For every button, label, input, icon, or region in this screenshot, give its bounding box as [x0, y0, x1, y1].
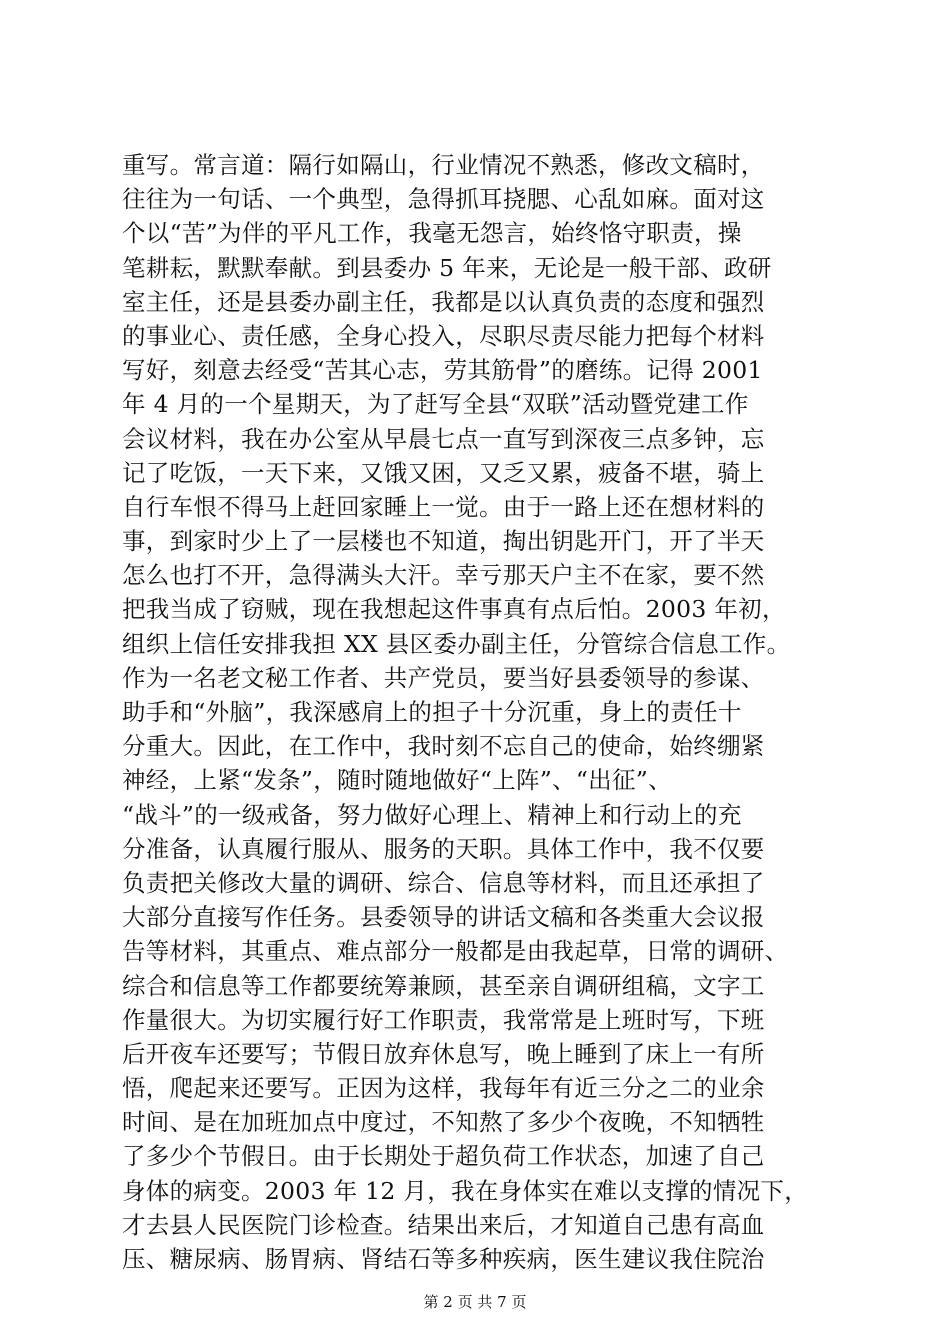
text-line: 事，到家时少上了一层楼也不知道，掏出钥匙开门，开了半天	[122, 527, 765, 556]
text-line: 重写。常言道：隔行如隔山，行业情况不熟悉，修改文稿时，	[122, 151, 765, 179]
page-footer: 第 2 页 共 7 页	[423, 1293, 527, 1311]
text-line: 个以“苦”为伴的平凡工作，我毫无怨言，始终恪守职责，操	[122, 219, 742, 248]
text-line: 了多少个节假日。由于长期处于超负荷工作状态，加速了自己	[122, 1142, 765, 1171]
text-line: 室主任，还是县委办副主任，我都是以认真负责的态度和强烈	[122, 287, 765, 316]
text-line: 压、糖尿病、肠胃病、肾结石等多种疾病，医生建议我住院治	[122, 1245, 765, 1273]
text-line: 怎么也打不开，急得满头大汗。幸亏那天户主不在家，要不然	[122, 561, 765, 590]
text-line: 才去县人民医院门诊检查。结果出来后，才知道自己患有高血	[122, 1210, 765, 1239]
body-text	[122, 148, 842, 1276]
text-line: 记了吃饭，一天下来，又饿又困，又乏又累，疲备不堪，骑上	[122, 458, 765, 487]
text-line: 分准备，认真履行服从、服务的天职。具体工作中，我不仅要	[122, 834, 765, 863]
text-line: 大部分直接写作任务。县委领导的讲话文稿和各类重大会议报	[122, 903, 765, 932]
text-line: 作为一名老文秘工作者、共产党员，要当好县委领导的参谋、	[122, 663, 765, 692]
text-line: 组织上信任安排我担 XX 县区委办副主任，分管综合信息工作。	[122, 629, 791, 658]
text-line: 年 4 月的一个星期天，为了赶写全县“双联”活动暨党建工作	[122, 390, 749, 419]
text-line: 悟，爬起来还要写。正因为这样，我每年有近三分之二的业余	[122, 1074, 765, 1103]
text-line: 助手和“外脑”，我深感肩上的担子十分沉重，身上的责任十	[122, 698, 742, 726]
text-line: 往往为一句话、一个典型，急得抓耳挠腮、心乱如麻。面对这	[122, 185, 765, 214]
text-line: 负责把关修改大量的调研、综合、信息等材料，而且还承担了	[122, 868, 765, 897]
text-line: 写好，刻意去经受“苦其心志，劳其筋骨”的磨练。记得 2001	[122, 356, 763, 385]
text-line: 时间、是在加班加点中度过，不知熬了多少个夜晚，不知牺牲	[122, 1108, 765, 1137]
text-line: “战斗”的一级戒备，努力做好心理上、精神上和行动上的充	[122, 800, 742, 829]
text-line: 神经，上紧“发条”，随时随地做好“上阵”、“出征”、	[122, 766, 672, 795]
text-line: 身体的病变。2003 年 12 月，我在身体实在难以支撑的情况下，	[122, 1176, 809, 1205]
text-line: 笔耕耘，默默奉献。到县委办 5 年来，无论是一般干部、政研	[122, 253, 772, 282]
text-line: 自行车恨不得马上赶回家睡上一觉。由于一路上还在想材料的	[122, 492, 765, 521]
text-line: 后开夜车还要写；节假日放弃休息写，晚上睡到了床上一有所	[122, 1039, 765, 1068]
text-line: 作量很大。为切实履行好工作职责，我常常是上班时写，下班	[122, 1005, 765, 1034]
text-line: 综合和信息等工作都要统筹兼顾，甚至亲自调研组稿，文字工	[122, 971, 765, 1000]
text-line: 会议材料，我在办公室从早晨七点一直写到深夜三点多钟，忘	[122, 424, 765, 453]
text-line: 把我当成了窃贼，现在我想起这件事真有点后怕。2003 年初，	[122, 595, 786, 624]
text-line: 的事业心、责任感，全身心投入，尽职尽责尽能力把每个材料	[122, 321, 765, 350]
text-line: 分重大。因此，在工作中，我时刻不忘自己的使命，始终绷紧	[122, 732, 765, 761]
text-line: 告等材料，其重点、难点部分一般都是由我起草，日常的调研、	[122, 937, 789, 966]
